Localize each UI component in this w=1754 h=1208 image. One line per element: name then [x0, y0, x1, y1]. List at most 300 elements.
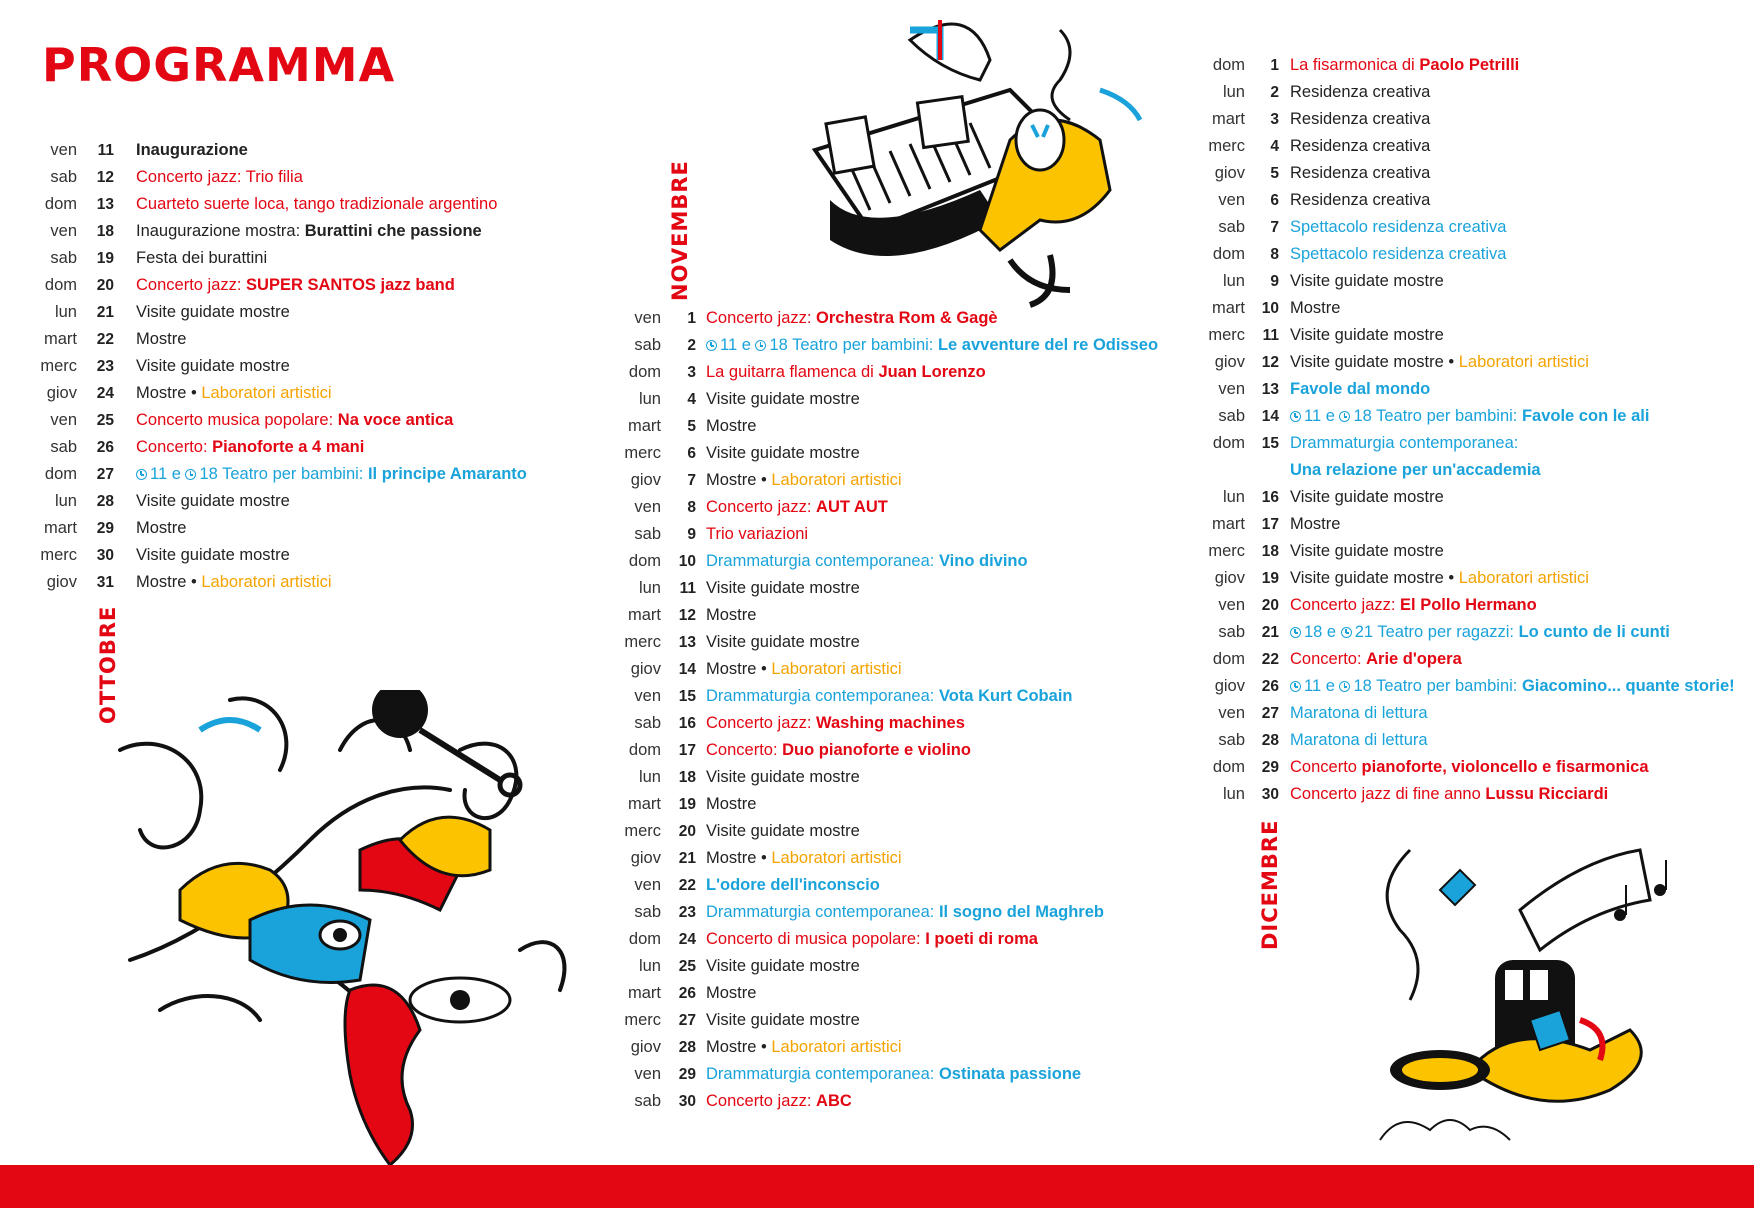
event-description	[706, 899, 1104, 926]
day-number: 8	[1270, 246, 1279, 263]
event-text	[1290, 461, 1541, 479]
pianist-illustration	[810, 0, 1150, 315]
schedule-row	[1155, 538, 1750, 565]
event-text	[1290, 731, 1428, 749]
event-description	[1290, 700, 1428, 727]
schedule-row	[1155, 511, 1750, 538]
schedule-row	[1155, 376, 1750, 403]
event-text	[782, 741, 971, 759]
schedule-row	[1155, 700, 1750, 727]
event-text-segment: Laboratori artistici	[771, 660, 902, 678]
day-number: 18	[1261, 543, 1279, 560]
event-description	[1290, 565, 1589, 592]
schedule-row	[0, 353, 560, 380]
event-text	[201, 384, 331, 402]
event-text-segment: pianoforte, violoncello e fisarmonica	[1361, 758, 1649, 776]
event-text	[706, 930, 925, 948]
event-text-segment: Spettacolo residenza creativa	[1290, 245, 1507, 263]
day-number: 13	[678, 634, 696, 651]
event-text	[706, 741, 782, 759]
event-text	[136, 492, 290, 510]
event-text	[136, 168, 303, 186]
schedule-row	[0, 245, 560, 272]
event-text-segment: Visite guidate mostre •	[1290, 353, 1459, 371]
event-text	[706, 336, 755, 354]
event-text	[706, 687, 939, 705]
event-description	[1290, 430, 1518, 457]
event-text	[136, 303, 290, 321]
clock-icon	[1341, 627, 1352, 638]
event-text	[706, 876, 880, 894]
event-description	[1290, 457, 1541, 484]
weekday: merc	[1208, 326, 1245, 344]
day-number: 22	[1261, 651, 1279, 668]
event-text-segment: Residenza creativa	[1290, 83, 1431, 101]
weekday: sab	[1218, 623, 1245, 641]
event-text-segment: Visite guidate mostre	[1290, 272, 1444, 290]
event-description	[1290, 727, 1428, 754]
event-text	[706, 633, 860, 651]
event-description	[136, 245, 267, 272]
event-text	[1290, 326, 1444, 344]
weekday: ven	[1218, 191, 1245, 209]
event-description	[706, 440, 860, 467]
schedule-row	[570, 926, 1170, 953]
weekday: dom	[44, 276, 77, 294]
weekday: giov	[1214, 569, 1245, 587]
event-text-segment: Residenza creativa	[1290, 164, 1431, 182]
weekday: sab	[50, 438, 77, 456]
event-text	[1290, 434, 1518, 452]
event-text	[706, 714, 816, 732]
schedule-row	[1155, 457, 1750, 484]
weekday: merc	[624, 444, 661, 462]
day-number: 14	[1261, 408, 1279, 425]
event-description	[136, 542, 290, 569]
event-text	[706, 525, 808, 543]
event-text-segment: 18 Teatro per bambini:	[1353, 407, 1522, 425]
event-text-segment: Visite guidate mostre	[136, 492, 290, 510]
schedule-row	[1155, 781, 1750, 808]
event-text-segment: Laboratori artistici	[771, 1038, 902, 1056]
day-number: 29	[1261, 759, 1279, 776]
schedule-row	[570, 845, 1170, 872]
event-text-segment: Washing machines	[816, 714, 965, 732]
event-text	[1290, 164, 1430, 182]
event-text	[706, 1038, 771, 1056]
day-number: 20	[678, 823, 696, 840]
event-text	[1290, 515, 1340, 533]
event-text-segment: Concerto jazz:	[706, 714, 817, 732]
day-number: 28	[96, 493, 114, 510]
event-text	[816, 498, 888, 516]
event-text-segment: Concerto:	[1290, 650, 1367, 668]
weekday: dom	[628, 552, 661, 570]
schedule-row	[0, 272, 560, 299]
month-label-november: NOVEMBRE	[668, 160, 692, 301]
weekday: giov	[1214, 164, 1245, 182]
sax-player-illustration	[1320, 820, 1700, 1165]
day-number: 26	[678, 985, 696, 1002]
event-text	[878, 363, 985, 381]
day-number: 24	[678, 931, 696, 948]
day-number: 2	[687, 337, 696, 354]
day-number: 18	[96, 223, 114, 240]
event-text-segment: Mostre	[136, 519, 187, 537]
event-text-segment: Lussu Ricciardi	[1485, 785, 1609, 803]
clock-icon	[1290, 681, 1301, 692]
schedule-row	[1155, 160, 1750, 187]
weekday: lun	[638, 768, 661, 786]
schedule-row	[0, 542, 560, 569]
event-text-segment: Vota Kurt Cobain	[938, 687, 1073, 705]
event-description	[706, 710, 965, 737]
event-description	[706, 467, 902, 494]
event-description	[1290, 322, 1444, 349]
event-text-segment: Visite guidate mostre	[706, 768, 860, 786]
event-description	[1290, 79, 1430, 106]
day-number: 27	[1261, 705, 1279, 722]
event-description	[136, 380, 332, 407]
event-description	[1290, 52, 1519, 79]
event-text-segment: Visite guidate mostre	[1290, 326, 1444, 344]
day-number: 26	[96, 439, 114, 456]
weekday: dom	[1212, 758, 1245, 776]
event-description	[1290, 673, 1735, 700]
event-text-segment: Concerto	[1290, 758, 1362, 776]
event-description	[706, 521, 808, 548]
event-text-segment: Mostre	[706, 795, 757, 813]
clock-icon	[136, 469, 147, 480]
event-text-segment: Laboratori artistici	[201, 573, 332, 591]
event-text	[1522, 407, 1649, 425]
event-text	[136, 141, 248, 159]
weekday: giov	[1214, 353, 1245, 371]
event-description	[706, 926, 1038, 953]
event-text	[816, 714, 965, 732]
day-number: 4	[687, 391, 696, 408]
day-number: 21	[1261, 624, 1279, 641]
event-description	[136, 515, 186, 542]
event-text-segment: L'odore dell'inconscio	[706, 876, 880, 894]
event-description	[1290, 376, 1430, 403]
weekday: ven	[1218, 704, 1245, 722]
event-description	[1290, 160, 1430, 187]
day-number: 17	[1261, 516, 1279, 533]
schedule-row	[0, 515, 560, 542]
event-text-segment: Mostre	[1290, 515, 1341, 533]
day-number: 27	[96, 466, 114, 483]
event-text	[368, 465, 527, 483]
weekday: sab	[1218, 407, 1245, 425]
day-number: 17	[678, 742, 696, 759]
weekday: lun	[638, 957, 661, 975]
day-number: 11	[97, 142, 114, 159]
schedule-row	[570, 1061, 1170, 1088]
event-text	[939, 552, 1028, 570]
weekday: ven	[1218, 596, 1245, 614]
schedule-row	[570, 548, 1170, 575]
event-description	[136, 164, 303, 191]
event-text	[706, 552, 939, 570]
event-text	[1290, 569, 1459, 587]
event-text	[1290, 623, 1341, 641]
schedule-row	[570, 737, 1170, 764]
schedule-row	[1155, 79, 1750, 106]
day-number: 22	[96, 331, 114, 348]
event-text	[925, 930, 1038, 948]
event-text	[1290, 245, 1506, 263]
schedule-row	[1155, 322, 1750, 349]
weekday: merc	[40, 357, 77, 375]
day-number: 26	[1261, 678, 1279, 695]
schedule-row	[1155, 619, 1750, 646]
event-text	[1290, 488, 1444, 506]
event-description	[136, 407, 453, 434]
event-text-segment: Visite guidate mostre	[706, 1011, 860, 1029]
event-text	[706, 903, 939, 921]
day-number: 3	[1270, 111, 1279, 128]
event-text-segment: 11 e	[1304, 677, 1340, 695]
event-text-segment: Favole dal mondo	[1290, 380, 1431, 398]
event-description	[706, 548, 1028, 575]
event-text-segment: Giacomino... quante storie!	[1521, 677, 1735, 695]
clock-icon	[1290, 411, 1301, 422]
weekday: lun	[54, 492, 77, 510]
event-text-segment: Mostre	[706, 606, 757, 624]
event-text-segment: Drammaturgia contemporanea:	[706, 687, 939, 705]
weekday: lun	[1222, 785, 1245, 803]
weekday: dom	[1212, 434, 1245, 452]
event-text	[1290, 191, 1430, 209]
event-text	[136, 195, 497, 213]
event-text	[706, 471, 771, 489]
day-number: 19	[1261, 570, 1279, 587]
schedule-row	[0, 137, 560, 164]
event-text-segment: Il sogno del Maghreb	[938, 903, 1104, 921]
event-text	[1290, 407, 1339, 425]
event-text	[1485, 785, 1608, 803]
clock-icon	[1339, 411, 1350, 422]
event-text-segment: Visite guidate mostre	[1290, 542, 1444, 560]
event-text-segment: Visite guidate mostre	[136, 303, 290, 321]
event-text-segment: 11 e	[1304, 407, 1340, 425]
weekday: sab	[50, 249, 77, 267]
event-text	[1400, 596, 1537, 614]
schedule-row	[570, 818, 1170, 845]
event-text	[706, 957, 860, 975]
schedule-row	[0, 380, 560, 407]
event-description	[136, 137, 248, 164]
event-text-segment: 18 Teatro per bambini:	[1353, 677, 1522, 695]
event-text	[771, 660, 901, 678]
schedule-row	[570, 332, 1170, 359]
event-description	[706, 764, 860, 791]
weekday: merc	[624, 1011, 661, 1029]
event-text-segment: AUT AUT	[816, 498, 888, 516]
event-text-segment: Visite guidate mostre	[706, 633, 860, 651]
weekday: dom	[628, 363, 661, 381]
event-text	[1290, 542, 1444, 560]
event-text-segment: Mostre •	[706, 660, 772, 678]
event-text-segment: Mostre	[706, 984, 757, 1002]
event-description	[1290, 538, 1444, 565]
event-text	[771, 471, 901, 489]
event-text-segment: Cuarteto suerte loca, tango tradizionale argentino	[136, 195, 498, 213]
event-text-segment: Residenza creativa	[1290, 110, 1431, 128]
event-text	[136, 438, 212, 456]
day-number: 9	[687, 526, 696, 543]
event-text	[771, 1038, 901, 1056]
schedule-row	[570, 602, 1170, 629]
event-description	[136, 272, 455, 299]
day-number: 14	[678, 661, 696, 678]
event-text	[201, 573, 331, 591]
november-schedule	[570, 305, 1170, 1115]
day-number: 19	[96, 250, 114, 267]
event-description	[136, 461, 527, 488]
day-number: 30	[96, 547, 114, 564]
month-label-december: DICEMBRE	[1258, 819, 1282, 950]
event-description	[1290, 295, 1340, 322]
weekday: mart	[44, 330, 77, 348]
event-text	[771, 849, 901, 867]
weekday: dom	[1212, 245, 1245, 263]
weekday: ven	[634, 687, 661, 705]
event-text-segment: 21 Teatro per ragazzi:	[1354, 623, 1519, 641]
event-text	[136, 357, 290, 375]
event-text	[706, 390, 860, 408]
schedule-row	[570, 386, 1170, 413]
event-text-segment: 18 Teatro per bambini:	[199, 465, 368, 483]
event-text	[136, 519, 186, 537]
day-number: 22	[678, 877, 696, 894]
weekday: merc	[1208, 137, 1245, 155]
schedule-row	[570, 764, 1170, 791]
event-description	[1290, 214, 1506, 241]
schedule-row	[1155, 484, 1750, 511]
event-description	[136, 218, 482, 245]
event-text-segment: Mostre •	[706, 471, 772, 489]
weekday: dom	[628, 741, 661, 759]
event-description	[1290, 349, 1589, 376]
event-text	[136, 546, 290, 564]
weekday: lun	[638, 579, 661, 597]
event-description	[706, 575, 860, 602]
event-text	[136, 276, 246, 294]
day-number: 11	[679, 580, 696, 597]
event-text-segment: Mostre •	[136, 573, 202, 591]
day-number: 15	[1261, 435, 1279, 452]
event-text	[305, 222, 482, 240]
weekday: giov	[46, 573, 77, 591]
event-text-segment: I poeti di roma	[925, 930, 1038, 948]
schedule-row	[0, 407, 560, 434]
day-number: 31	[96, 574, 114, 591]
schedule-row	[1155, 214, 1750, 241]
event-text	[1362, 758, 1649, 776]
weekday: lun	[1222, 272, 1245, 290]
event-description	[706, 413, 756, 440]
event-text-segment: Visite guidate mostre	[706, 444, 860, 462]
weekday: mart	[1212, 515, 1245, 533]
day-number: 28	[1261, 732, 1279, 749]
day-number: 12	[96, 169, 114, 186]
event-text	[185, 465, 367, 483]
event-description	[1290, 592, 1537, 619]
event-text	[706, 795, 756, 813]
event-text	[706, 498, 816, 516]
event-text	[1290, 704, 1428, 722]
weekday: lun	[1222, 83, 1245, 101]
weekday: dom	[44, 195, 77, 213]
event-text	[246, 276, 455, 294]
event-description	[706, 791, 756, 818]
schedule-row	[1155, 349, 1750, 376]
schedule-row	[570, 359, 1170, 386]
weekday: merc	[1208, 542, 1245, 560]
event-text	[136, 411, 338, 429]
event-text	[1339, 677, 1521, 695]
clock-icon	[706, 340, 717, 351]
weekday: giov	[630, 471, 661, 489]
schedule-row	[1155, 430, 1750, 457]
weekday: ven	[634, 1065, 661, 1083]
weekday: mart	[1212, 299, 1245, 317]
event-text-segment: Drammaturgia contemporanea:	[706, 1065, 939, 1083]
weekday: ven	[50, 141, 77, 159]
event-text	[136, 573, 201, 591]
event-text-segment: El Pollo Hermano	[1400, 596, 1537, 614]
event-description	[706, 683, 1072, 710]
day-number: 3	[687, 364, 696, 381]
day-number: 23	[678, 904, 696, 921]
schedule-row	[1155, 646, 1750, 673]
event-text	[1459, 569, 1589, 587]
event-text	[706, 309, 816, 327]
day-number: 15	[678, 688, 696, 705]
schedule-row	[0, 434, 560, 461]
event-text-segment: Concerto jazz di fine anno	[1290, 785, 1486, 803]
weekday: ven	[634, 876, 661, 894]
day-number: 25	[96, 412, 114, 429]
clock-icon	[755, 340, 766, 351]
weekday: mart	[628, 984, 661, 1002]
october-schedule	[0, 137, 560, 596]
event-text-segment: Maratona di lettura	[1290, 704, 1428, 722]
event-text-segment: Ostinata passione	[938, 1065, 1082, 1083]
event-text	[1290, 380, 1430, 398]
event-text-segment: Arie d'opera	[1366, 650, 1462, 668]
schedule-row	[570, 467, 1170, 494]
event-text	[212, 438, 364, 456]
schedule-row	[1155, 187, 1750, 214]
event-text-segment: Laboratori artistici	[201, 384, 332, 402]
event-text-segment: Duo pianoforte e violino	[782, 741, 971, 759]
event-text-segment: Drammaturgia contemporanea:	[1290, 434, 1519, 452]
event-description	[1290, 511, 1340, 538]
event-text-segment: Spettacolo residenza creativa	[1290, 218, 1507, 236]
event-text	[706, 768, 860, 786]
event-text-segment: Concerto:	[136, 438, 213, 456]
event-text-segment: 18 e	[1304, 623, 1341, 641]
event-text	[706, 822, 860, 840]
weekday: giov	[630, 660, 661, 678]
event-description	[706, 1034, 902, 1061]
event-text	[706, 579, 860, 597]
event-description	[1290, 403, 1649, 430]
event-text-segment: 11 e	[720, 336, 756, 354]
